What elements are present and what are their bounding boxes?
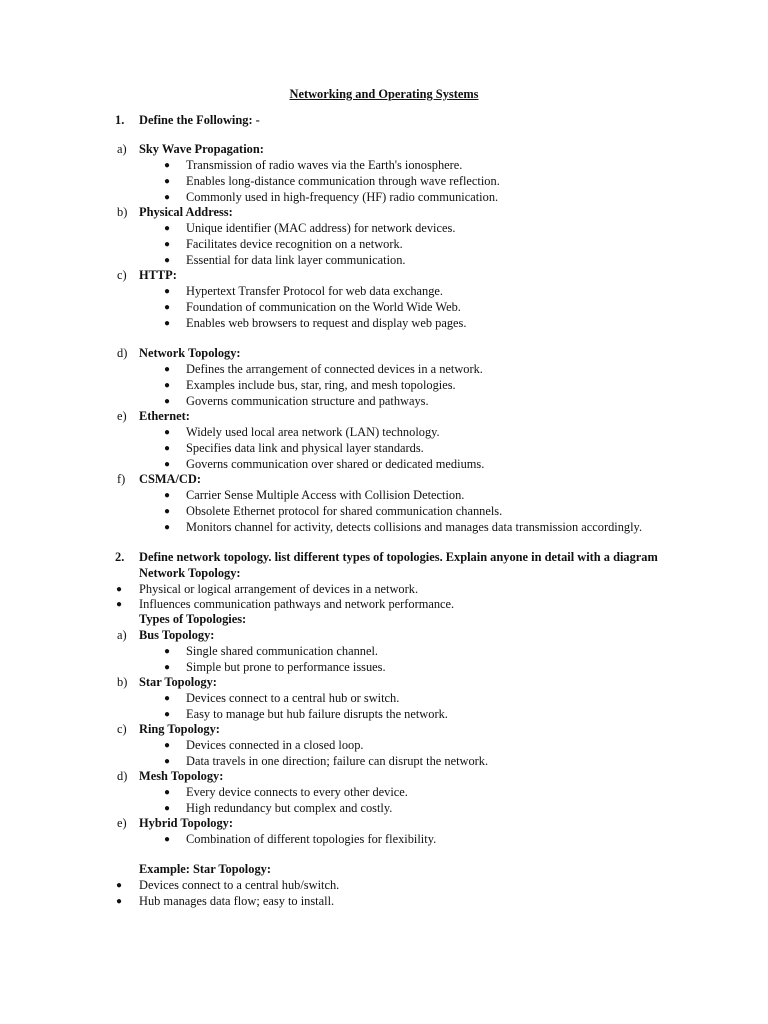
- bullet-dot: ●: [164, 318, 171, 329]
- bullet-dot: ●: [116, 599, 123, 610]
- item-term-csma-cd: CSMA/CD:: [139, 472, 201, 486]
- list-item: Devices connect to a central hub/switch.: [139, 878, 340, 892]
- list-item: Simple but prone to performance issues.: [186, 660, 386, 674]
- bullet-dot: ●: [164, 286, 171, 297]
- item-marker-a: a): [117, 142, 127, 156]
- q1-heading: Define the Following: -: [139, 113, 260, 127]
- types-heading: Types of Topologies:: [139, 612, 247, 626]
- bullet-dot: ●: [116, 880, 123, 891]
- bullet-dot: ●: [164, 709, 171, 720]
- list-item: Devices connected in a closed loop.: [186, 738, 364, 752]
- list-item: Combination of different topologies for flexibility.: [186, 832, 437, 846]
- list-item: Devices connect to a central hub or switch.: [186, 691, 400, 705]
- type-marker-c: c): [117, 722, 127, 736]
- type-marker-d: d): [117, 769, 128, 783]
- list-item: Unique identifier (MAC address) for network devices.: [186, 221, 456, 235]
- bullet-dot: ●: [164, 834, 171, 845]
- list-item: Carrier Sense Multiple Access with Collision Detection.: [186, 488, 465, 502]
- list-item: Influences communication pathways and network performance.: [139, 597, 455, 611]
- list-item: Transmission of radio waves via the Earth's ionosphere.: [186, 158, 463, 172]
- item-term-sky-wave: Sky Wave Propagation:: [139, 142, 264, 156]
- list-item: Foundation of communication on the World Wide Web.: [186, 300, 461, 314]
- list-item: High redundancy but complex and costly.: [186, 801, 393, 815]
- q1-number: 1.: [115, 113, 125, 127]
- list-item: Single shared communication channel.: [186, 644, 379, 658]
- example-heading: Example: Star Topology:: [139, 862, 271, 876]
- bullet-dot: ●: [164, 255, 171, 266]
- type-term-ring: Ring Topology:: [139, 722, 220, 736]
- bullet-dot: ●: [164, 522, 171, 533]
- bullet-dot: ●: [164, 490, 171, 501]
- item-term-physical-address: Physical Address:: [139, 205, 233, 219]
- list-item: Examples include bus, star, ring, and mesh topologies.: [186, 378, 456, 392]
- bullet-dot: ●: [116, 584, 123, 595]
- bullet-dot: ●: [164, 223, 171, 234]
- q2-subheading: Network Topology:: [139, 566, 241, 580]
- list-item: Widely used local area network (LAN) technology.: [186, 425, 440, 439]
- bullet-dot: ●: [164, 803, 171, 814]
- bullet-dot: ●: [164, 787, 171, 798]
- type-term-hybrid: Hybrid Topology:: [139, 816, 233, 830]
- item-term-ethernet: Ethernet:: [139, 409, 190, 423]
- bullet-dot: ●: [164, 396, 171, 407]
- list-item: Commonly used in high-frequency (HF) radio communication.: [186, 190, 499, 204]
- bullet-dot: ●: [164, 740, 171, 751]
- bullet-dot: ●: [164, 364, 171, 375]
- type-term-bus: Bus Topology:: [139, 628, 215, 642]
- page-title: Networking and Operating Systems: [289, 87, 479, 101]
- type-marker-e: e): [117, 816, 127, 830]
- type-marker-a: a): [117, 628, 127, 642]
- list-item: Governs communication structure and pathways.: [186, 394, 429, 408]
- item-term-http: HTTP:: [139, 268, 177, 282]
- list-item: Enables web browsers to request and display web pages.: [186, 316, 467, 330]
- list-item: Monitors channel for activity, detects collisions and manages data transmission accordingly.: [186, 520, 643, 534]
- list-item: Hypertext Transfer Protocol for web data exchange.: [186, 284, 444, 298]
- list-item: Every device connects to every other device.: [186, 785, 408, 799]
- type-term-star: Star Topology:: [139, 675, 217, 689]
- bullet-dot: ●: [164, 427, 171, 438]
- bullet-dot: ●: [164, 662, 171, 673]
- list-item: Physical or logical arrangement of devices in a network.: [139, 582, 419, 596]
- item-marker-f: f): [117, 472, 126, 486]
- type-marker-b: b): [117, 675, 128, 689]
- bullet-dot: ●: [164, 459, 171, 470]
- type-term-mesh: Mesh Topology:: [139, 769, 224, 783]
- list-item: Hub manages data flow; easy to install.: [139, 894, 335, 908]
- item-marker-e: e): [117, 409, 127, 423]
- item-marker-d: d): [117, 346, 128, 360]
- list-item: Enables long-distance communication through wave reflection.: [186, 174, 500, 188]
- bullet-dot: ●: [164, 176, 171, 187]
- q2-number: 2.: [115, 550, 125, 564]
- list-item: Data travels in one direction; failure can disrupt the network.: [186, 754, 489, 768]
- bullet-dot: ●: [164, 506, 171, 517]
- bullet-dot: ●: [116, 896, 123, 907]
- bullet-dot: ●: [164, 693, 171, 704]
- list-item: Essential for data link layer communication.: [186, 253, 406, 267]
- list-item: Defines the arrangement of connected devices in a network.: [186, 362, 483, 376]
- item-marker-c: c): [117, 268, 127, 282]
- bullet-dot: ●: [164, 646, 171, 657]
- bullet-dot: ●: [164, 239, 171, 250]
- q2-heading: Define network topology. list different types of topologies. Explain anyone in detail with a diagram: [139, 550, 658, 564]
- list-item: Easy to manage but hub failure disrupts the network.: [186, 707, 448, 721]
- bullet-dot: ●: [164, 443, 171, 454]
- bullet-dot: ●: [164, 192, 171, 203]
- item-marker-b: b): [117, 205, 128, 219]
- list-item: Facilitates device recognition on a network.: [186, 237, 403, 251]
- item-term-network-topology: Network Topology:: [139, 346, 241, 360]
- list-item: Governs communication over shared or dedicated mediums.: [186, 457, 485, 471]
- bullet-dot: ●: [164, 380, 171, 391]
- bullet-dot: ●: [164, 302, 171, 313]
- list-item: Obsolete Ethernet protocol for shared communication channels.: [186, 504, 503, 518]
- bullet-dot: ●: [164, 756, 171, 767]
- list-item: Specifies data link and physical layer standards.: [186, 441, 424, 455]
- bullet-dot: ●: [164, 160, 171, 171]
